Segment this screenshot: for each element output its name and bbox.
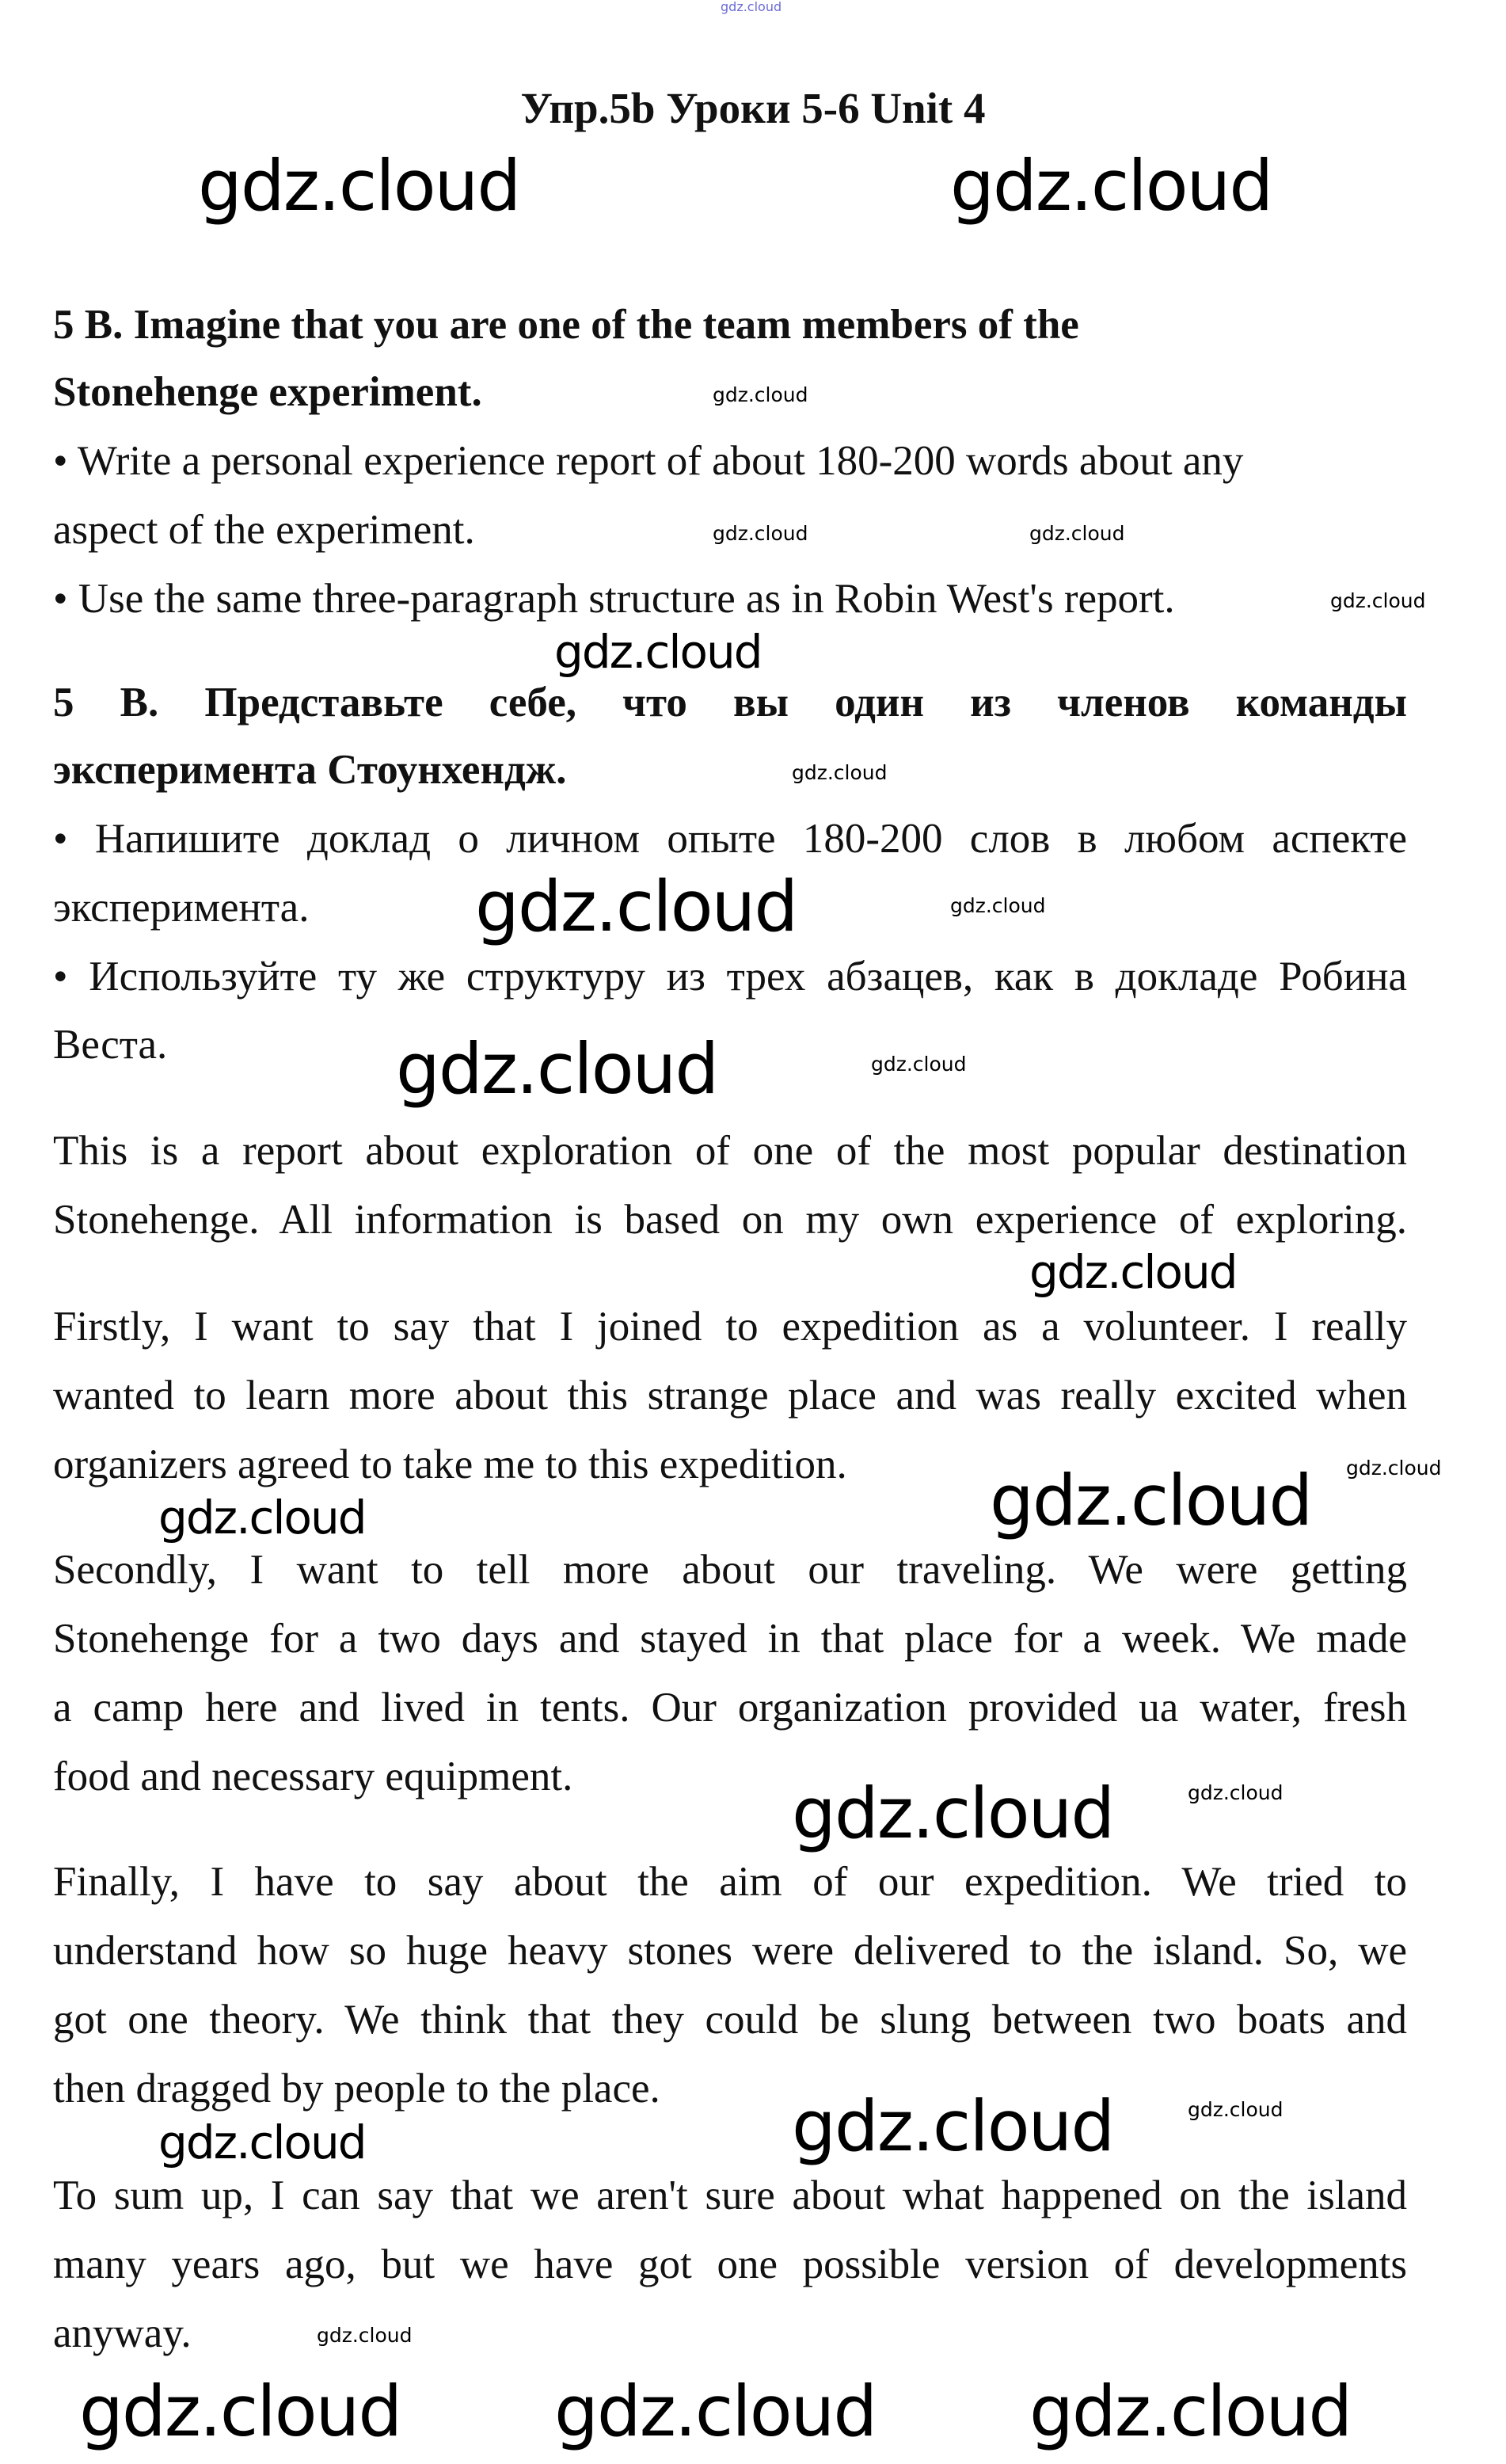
watermark: gdz.cloud [317, 2324, 413, 2347]
answer-line: then dragged by people to the place. [53, 2066, 660, 2112]
answer-line: understand how so huge heavy stones were delivered to the island. So, we [53, 1928, 1407, 1974]
watermark: gdz.cloud [554, 625, 762, 679]
answer-line: organizers agreed to take me to this expedition. [53, 1441, 847, 1487]
watermark: gdz.cloud [990, 1460, 1312, 1541]
answer-line: Finally, I have to say about the aim of our expedition. We tried to [53, 1859, 1407, 1905]
task-ru-line: • Напишите доклад о личном опыте 180-200 слов в любом аспекте [53, 816, 1407, 862]
task-en-line: aspect of the experiment. [53, 507, 475, 553]
watermark: gdz.cloud [1188, 2098, 1284, 2121]
task-ru-line: • Используйте ту же структуру из трех абзацев, как в докладе Робина [53, 954, 1407, 1000]
watermark: gdz.cloud [396, 1028, 718, 1110]
watermark: gdz.cloud [871, 1053, 967, 1076]
task-ru-line: 5 В. Представьте себе, что вы один из членов команды [53, 680, 1407, 725]
watermark: gdz.cloud [792, 2085, 1114, 2167]
answer-line: food and necessary equipment. [53, 1754, 573, 1799]
watermark: gdz.cloud [1029, 1245, 1237, 1299]
answer-line: Firstly, I want to say that I joined to expedition as a volunteer. I really [53, 1304, 1407, 1350]
watermark: gdz.cloud [792, 761, 888, 784]
watermark: gdz.cloud [554, 2371, 877, 2452]
watermark: gdz.cloud [713, 383, 808, 406]
watermark: gdz.cloud [713, 522, 808, 545]
answer-line: To sum up, I can say that we aren't sure about what happened on the island [53, 2173, 1407, 2218]
task-ru-line: эксперимента Стоунхендж. [53, 747, 567, 793]
watermark: gdz.cloud [158, 1491, 366, 1544]
answer-line: many years ago, but we have got one possible version of developments [53, 2241, 1407, 2287]
watermark: gdz.cloud [1029, 2371, 1352, 2452]
watermark: gdz.cloud [1346, 1457, 1442, 1480]
answer-line: This is a report about exploration of one of the most popular destination [53, 1128, 1407, 1174]
watermark: gdz.cloud [792, 1773, 1114, 1854]
task-ru-line: эксперимента. [53, 885, 310, 931]
task-en-line: • Write a personal experience report of about 180-200 words about any [53, 438, 1244, 484]
task-en-line: Stonehenge experiment. [53, 369, 482, 415]
answer-line: Stonehenge. All information is based on my own experience of exploring. [53, 1197, 1407, 1243]
watermark: gdz.cloud [198, 145, 520, 227]
watermark: gdz.cloud [475, 866, 797, 947]
watermark: gdz.cloud [950, 894, 1046, 917]
watermark: gdz.cloud [1029, 522, 1125, 545]
watermark: gdz.cloud [79, 2371, 401, 2452]
answer-line: anyway. [53, 2310, 192, 2356]
task-en-line: • Use the same three-paragraph structure as in Robin West's report. [53, 576, 1175, 622]
task-en-line: 5 B. Imagine that you are one of the team members of the [53, 302, 1079, 348]
watermark: gdz.cloud [1188, 1781, 1284, 1804]
answer-line: Secondly, I want to tell more about our traveling. We were getting [53, 1547, 1407, 1593]
task-ru-line: Веста. [53, 1022, 168, 1068]
watermark: gdz.cloud [950, 145, 1272, 227]
watermark: gdz.cloud [158, 2116, 366, 2169]
answer-line: got one theory. We think that they could be slung between two boats and [53, 1997, 1407, 2043]
page-title: Упр.5b Уроки 5-6 Unit 4 [520, 84, 986, 132]
watermark: gdz.cloud [1330, 589, 1426, 612]
header-watermark: gdz.cloud [721, 0, 782, 14]
answer-line: a camp here and lived in tents. Our organization provided ua water, fresh [53, 1685, 1407, 1731]
answer-line: wanted to learn more about this strange place and was really excited when [53, 1373, 1407, 1419]
answer-line: Stonehenge for a two days and stayed in that place for a week. We made [53, 1616, 1407, 1662]
